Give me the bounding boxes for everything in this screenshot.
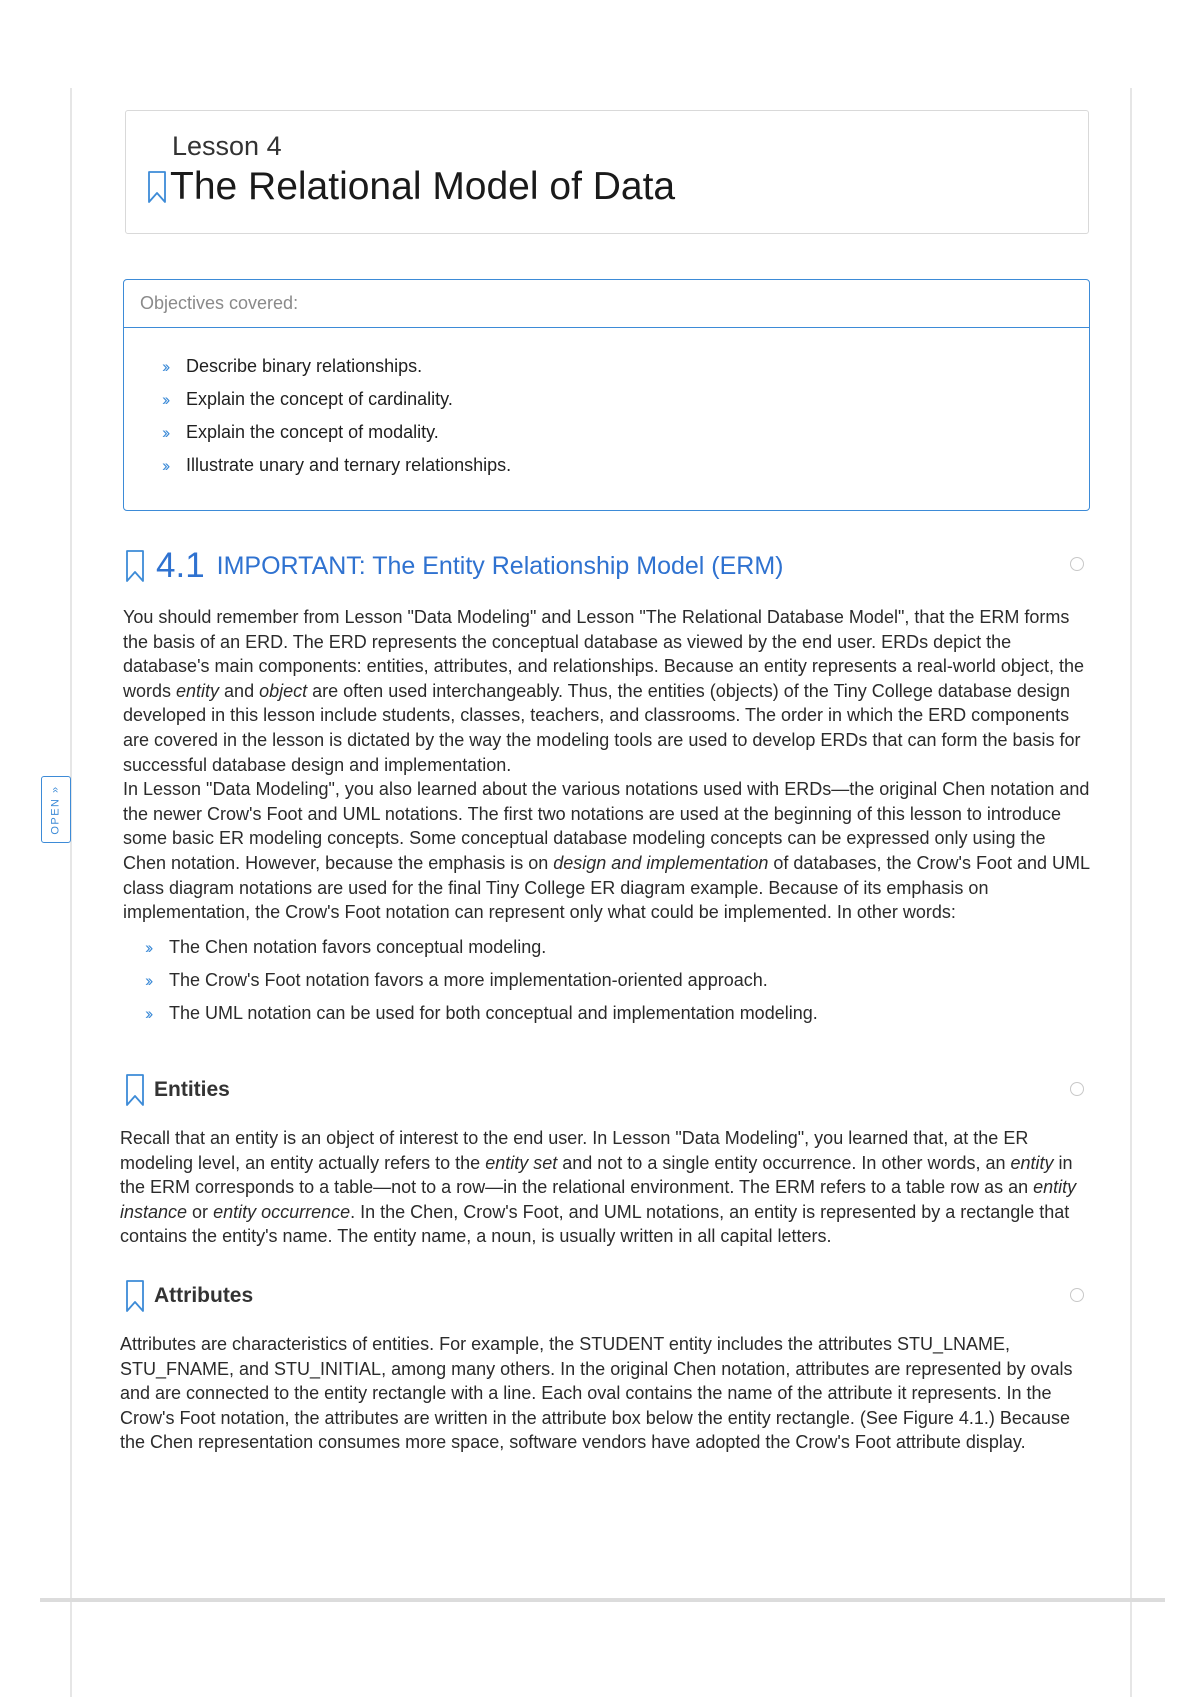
section-title: IMPORTANT: The Entity Relationship Model (ERM)	[216, 551, 784, 580]
list-item: ›› Explain the concept of modality.	[162, 416, 1089, 449]
section-heading	[124, 546, 784, 586]
list-item: ›› The UML notation can be used for both conceptual and implementation modeling.	[145, 997, 1093, 1030]
double-chevron-right-icon: ››	[145, 937, 151, 957]
open-tab-label: OPEN »	[50, 784, 63, 835]
bookmark-icon[interactable]	[124, 1073, 146, 1107]
attributes-heading	[124, 1279, 253, 1313]
attributes-complete-radio[interactable]	[1070, 1288, 1084, 1302]
bookmark-icon[interactable]	[146, 170, 168, 204]
open-sidebar-tab[interactable]	[41, 776, 71, 843]
objectives-heading: Objectives covered:	[124, 280, 1089, 328]
list-item: ›› Illustrate unary and ternary relationships.	[162, 449, 1089, 482]
section-body	[123, 605, 1093, 1030]
list-item: ›› Explain the concept of cardinality.	[162, 383, 1089, 416]
double-chevron-right-icon: ››	[162, 423, 168, 442]
double-chevron-right-icon: ››	[145, 1003, 151, 1023]
entities-heading	[124, 1073, 230, 1107]
bookmark-icon[interactable]	[124, 549, 146, 583]
objectives-list	[124, 328, 1089, 482]
objectives-box	[123, 279, 1090, 511]
paragraph: You should remember from Lesson "Data Modeling" and Lesson "The Relational Database Model", that the ERM forms the basis of an ERD. The ERD represents the conceptual database as viewed by the end user. ERDs depict the database's main components: entities, attributes, and relationships. Because an entity represents a real-world object, the words entity and object are often used interchangeably. Thus, the entities (objects) of the Tiny College database design developed in this lesson include students, classes, teachers, and classrooms. The order in which the ERD components are covered in the lesson is dictated by the way the modeling tools are used to develop ERDs that can form the basis for successful database design and implementation.	[123, 607, 1084, 775]
paragraph: Attributes are characteristics of entities. For example, the STUDENT entity includes the attributes STU_LNAME, STU_FNAME, and STU_INITIAL, among many others. In the original Chen notation, attributes are represented by ovals and are connected to the entity rectangle with a line. Each oval contains the name of the attribute it represents. In the Crow's Foot notation, the attributes are written in the attribute box below the entity rectangle. (See Figure 4.1.) Because the Chen representation consumes more space, software vendors have adopted the Crow's Foot attribute display.	[120, 1334, 1073, 1453]
entities-title: Entities	[154, 1078, 230, 1101]
double-chevron-right-icon: ››	[162, 357, 168, 376]
paragraph: In Lesson "Data Modeling", you also learned about the various notations used with ERDs—the original Chen notation and the newer Crow's Foot and UML notations. The first two notations are used at the beginning of this lesson to introduce some basic ER modeling concepts. Some conceptual database modeling concepts can be expressed only using the Chen notation. However, because the emphasis is on design and implementation of databases, the Crow's Foot and UML class diagram notations are used for the final Tiny College ER diagram example. Because of its emphasis on implementation, the Crow's Foot notation can represent only what could be implemented. In other words:	[123, 779, 1090, 923]
list-item: ›› The Chen notation favors conceptual modeling.	[145, 931, 1093, 964]
attributes-body	[120, 1332, 1095, 1455]
lesson-title-card	[125, 110, 1089, 234]
lesson-title: The Relational Model of Data	[170, 165, 676, 208]
entities-complete-radio[interactable]	[1070, 1082, 1084, 1096]
left-rule	[70, 88, 72, 1697]
notation-list	[123, 931, 1093, 1030]
section-number: 4.1	[156, 546, 205, 585]
paragraph: Recall that an entity is an object of interest to the end user. In Lesson "Data Modeling", you learned that, at the ER modeling level, an entity actually refers to the entity set and not to a single entity occurrence. In other words, an entity in the ERM corresponds to a table—not to a row—in the relational environment. The ERM refers to a table row as an entity instance or entity occurrence. In the Chen, Crow's Foot, and UML notations, an entity is represented by a rectangle that contains the entity's name. The entity name, a noun, is usually written in all capital letters.	[120, 1128, 1077, 1247]
double-chevron-right-icon: ››	[162, 390, 168, 409]
right-rule	[1130, 88, 1132, 1697]
attributes-title: Attributes	[154, 1284, 254, 1307]
double-chevron-right-icon: ››	[162, 456, 168, 475]
lesson-label: Lesson 4	[172, 131, 282, 161]
bottom-rule	[40, 1598, 1165, 1602]
double-chevron-right-icon: ››	[145, 970, 151, 990]
section-complete-radio[interactable]	[1070, 557, 1084, 571]
list-item: ›› The Crow's Foot notation favors a more implementation-oriented approach.	[145, 964, 1093, 997]
bookmark-icon[interactable]	[124, 1279, 146, 1313]
entities-body	[120, 1126, 1095, 1249]
list-item: ›› Describe binary relationships.	[162, 350, 1089, 383]
